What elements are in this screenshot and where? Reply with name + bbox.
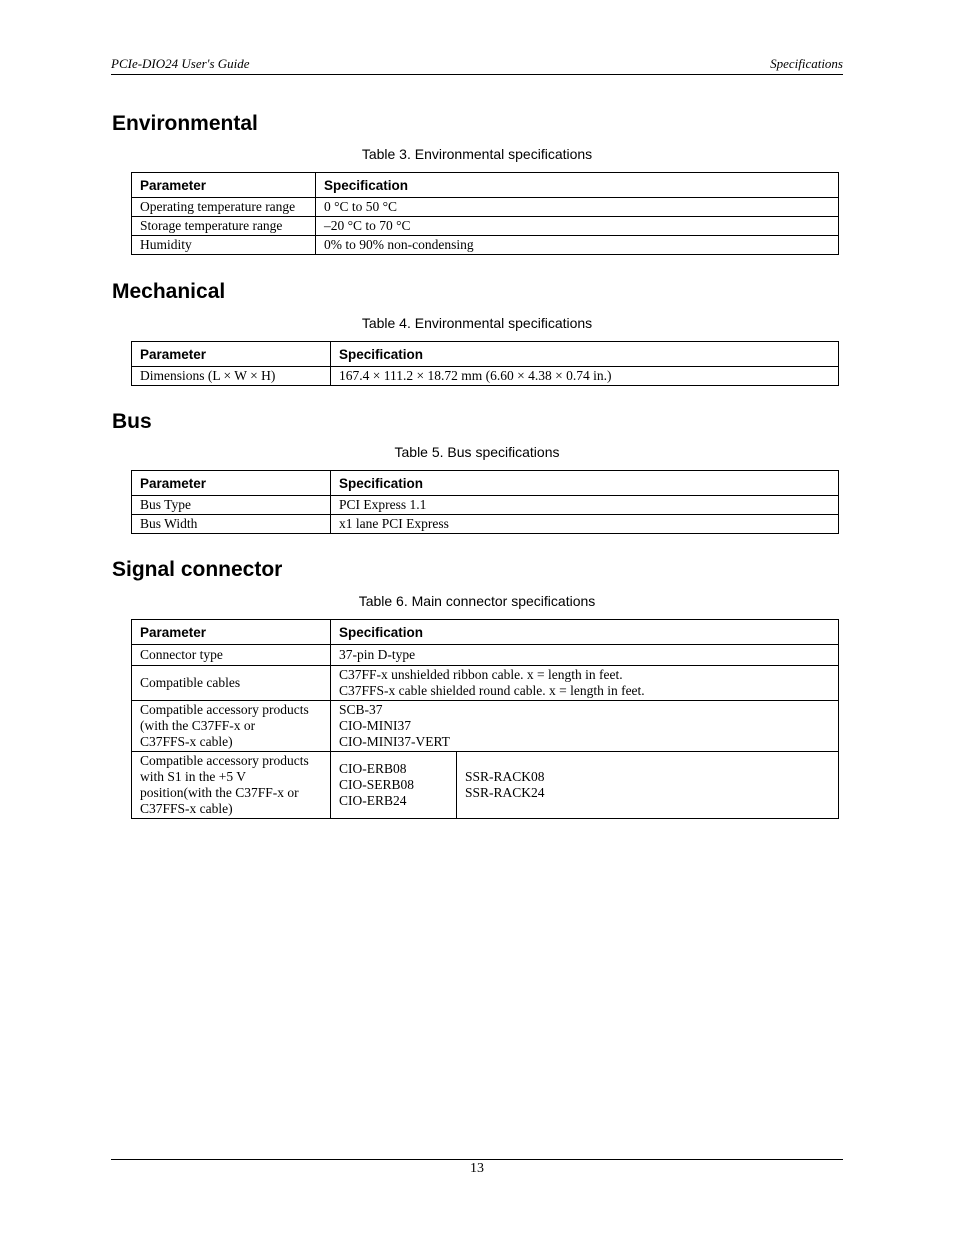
accessory-line: CIO-SERB08	[339, 777, 415, 792]
column-header-parameter: Parameter	[132, 342, 331, 367]
page-header	[111, 55, 843, 75]
parameter-line: C37FFS-x cable)	[140, 734, 233, 749]
parameter-cell: Bus Width	[132, 515, 331, 534]
specification-cell: x1 lane PCI Express	[331, 515, 839, 534]
table-caption-signal-connector: Table 6. Main connector specifications	[358, 593, 596, 609]
accessory-line: CIO-MINI37	[339, 718, 411, 733]
parameter-cell	[132, 701, 331, 752]
parameter-line: (with the C37FF-x or	[140, 718, 256, 733]
parameter-line: with S1 in the +5 V	[140, 769, 246, 784]
specification-cell	[331, 752, 457, 819]
accessory-line: SSR-RACK24	[465, 785, 545, 800]
column-header-specification: Specification	[316, 173, 839, 198]
cable-line: C37FFS-x cable shielded round cable. x = length in feet.	[339, 683, 645, 698]
parameter-cell: Operating temperature range	[132, 198, 316, 217]
column-header-parameter: Parameter	[132, 471, 331, 496]
parameter-line: Compatible accessory products	[140, 702, 309, 717]
column-header-specification: Specification	[331, 471, 839, 496]
section-heading-bus: Bus	[112, 410, 152, 433]
cable-line: C37FF-x unshielded ribbon cable. x = length in feet.	[339, 667, 623, 682]
table-row	[132, 236, 839, 255]
specification-cell: PCI Express 1.1	[331, 496, 839, 515]
specification-cell: 167.4 × 111.2 × 18.72 mm (6.60 × 4.38 × 0.74 in.)	[331, 367, 839, 386]
table-caption-environmental: Table 3. Environmental specifications	[361, 146, 593, 162]
footer-divider	[111, 1159, 843, 1160]
environmental-table	[131, 172, 839, 255]
table-caption-bus: Table 5. Bus specifications	[394, 444, 560, 460]
column-header-specification: Specification	[331, 342, 839, 367]
section-heading-environmental: Environmental	[112, 112, 258, 135]
column-header-parameter: Parameter	[132, 620, 331, 645]
specification-cell	[331, 701, 839, 752]
accessory-line: CIO-ERB08	[339, 761, 407, 776]
column-header-specification: Specification	[331, 620, 839, 645]
table-row	[132, 496, 839, 515]
specification-cell	[331, 666, 839, 701]
mechanical-table	[131, 341, 839, 386]
table-row	[132, 701, 839, 752]
table-row	[132, 645, 839, 666]
table-row	[132, 367, 839, 386]
bus-table	[131, 470, 839, 534]
header-doc-title: PCIe-DIO24 User's Guide	[111, 56, 250, 71]
parameter-line: C37FFS-x cable)	[140, 801, 233, 816]
parameter-cell: Dimensions (L × W × H)	[132, 367, 331, 386]
column-header-parameter: Parameter	[132, 173, 316, 198]
parameter-line: position(with the C37FF-x or	[140, 785, 299, 800]
parameter-cell: Connector type	[132, 645, 331, 666]
table-row	[132, 515, 839, 534]
header-section-title: Specifications	[770, 56, 843, 71]
accessory-line: SSR-RACK08	[465, 769, 545, 784]
parameter-cell: Compatible cables	[132, 666, 331, 701]
table-row	[132, 752, 839, 819]
accessory-line: SCB-37	[339, 702, 383, 717]
specification-cell: 0 °C to 50 °C	[316, 198, 839, 217]
table-row	[132, 198, 839, 217]
accessory-line: CIO-ERB24	[339, 793, 407, 808]
section-heading-signal-connector: Signal connector	[112, 558, 283, 581]
specification-cell	[457, 752, 839, 819]
parameter-cell: Bus Type	[132, 496, 331, 515]
table-caption-mechanical: Table 4. Environmental specifications	[361, 315, 593, 331]
signal-connector-table	[131, 619, 839, 819]
table-row	[132, 666, 839, 701]
specification-cell: –20 °C to 70 °C	[316, 217, 839, 236]
table-row	[132, 217, 839, 236]
parameter-line: Compatible accessory products	[140, 753, 309, 768]
specification-cell: 0% to 90% non-condensing	[316, 236, 839, 255]
parameter-cell: Storage temperature range	[132, 217, 316, 236]
specification-cell: 37-pin D-type	[331, 645, 839, 666]
parameter-cell	[132, 752, 331, 819]
page-number: 13	[470, 1161, 484, 1176]
accessory-line: CIO-MINI37-VERT	[339, 734, 450, 749]
parameter-cell: Humidity	[132, 236, 316, 255]
section-heading-mechanical: Mechanical	[112, 280, 226, 303]
